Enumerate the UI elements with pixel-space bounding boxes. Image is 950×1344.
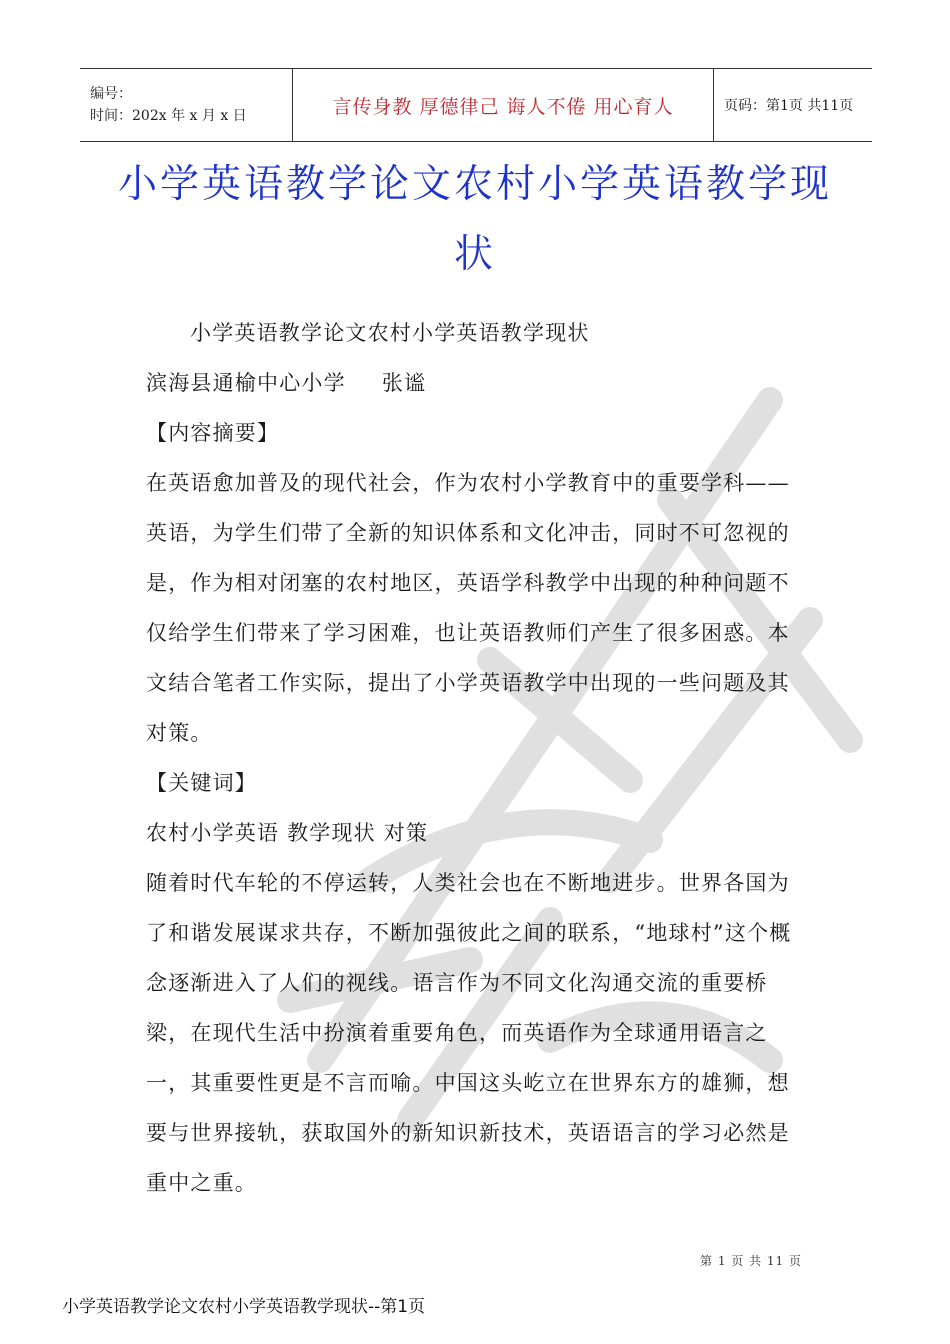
header-table: [80, 68, 872, 142]
header-meta: [80, 69, 293, 141]
document-body: [146, 308, 810, 1208]
subtitle: 小学英语教学论文农村小学英语教学现状: [190, 321, 590, 345]
abstract-heading: 【内容摘要】: [146, 421, 280, 445]
abstract-text: 在英语愈加普及的现代社会，作为农村小学教育中的重要学科——英语，为学生们带了全新的知识体系和文化冲击，同时不可忽视的是，作为相对闭塞的农村地区，英语学科教学中出现的种种问题不仅给学生们带来了学习困难，也让英语教师们产生了很多困惑。本文结合笔者工作实际，提出了小学英语教学中出现的一些问题及其对策。: [146, 471, 790, 745]
header-motto: [293, 69, 714, 141]
author-line: [146, 358, 810, 408]
page-info-text: 页码：第1页 共11页: [724, 98, 854, 114]
footer-page-number: 第 1 页 共 11 页: [700, 1254, 802, 1268]
header-page-info: [714, 69, 872, 141]
motto-text: 言传身教 厚德律己 诲人不倦 用心育人: [332, 95, 674, 118]
author-school: 滨海县通榆中心小学: [146, 371, 346, 395]
keywords-heading: 【关键词】: [146, 771, 257, 795]
document-page-label: 小学英语教学论文农村小学英语教学现状--第1页: [62, 1297, 426, 1317]
time-label: 时间：202x 年 x 月 x 日: [90, 108, 247, 124]
author-name: 张谧: [381, 371, 427, 395]
document-title: 小学英语教学论文农村小学英语教学现状: [117, 162, 832, 277]
number-label: 编号：: [90, 86, 132, 102]
body-paragraph: 随着时代车轮的不停运转，人类社会也在不断地进步。世界各国为了和谐发展谋求共存，不断加强彼此之间的联系，“地球村”这个概念逐渐进入了人们的视线。语言作为不同文化沟通交流的重要桥梁，在现代生活中扮演着重要角色，而英语作为全球通用语言之一，其重要性更是不言而喻。中国这头屹立在世界东方的雄狮，想要与世界接轨，获取国外的新知识新技术，英语语言的学习必然是重中之重。: [146, 871, 792, 1195]
keywords-text: 农村小学英语 教学现状 对策: [146, 821, 429, 845]
